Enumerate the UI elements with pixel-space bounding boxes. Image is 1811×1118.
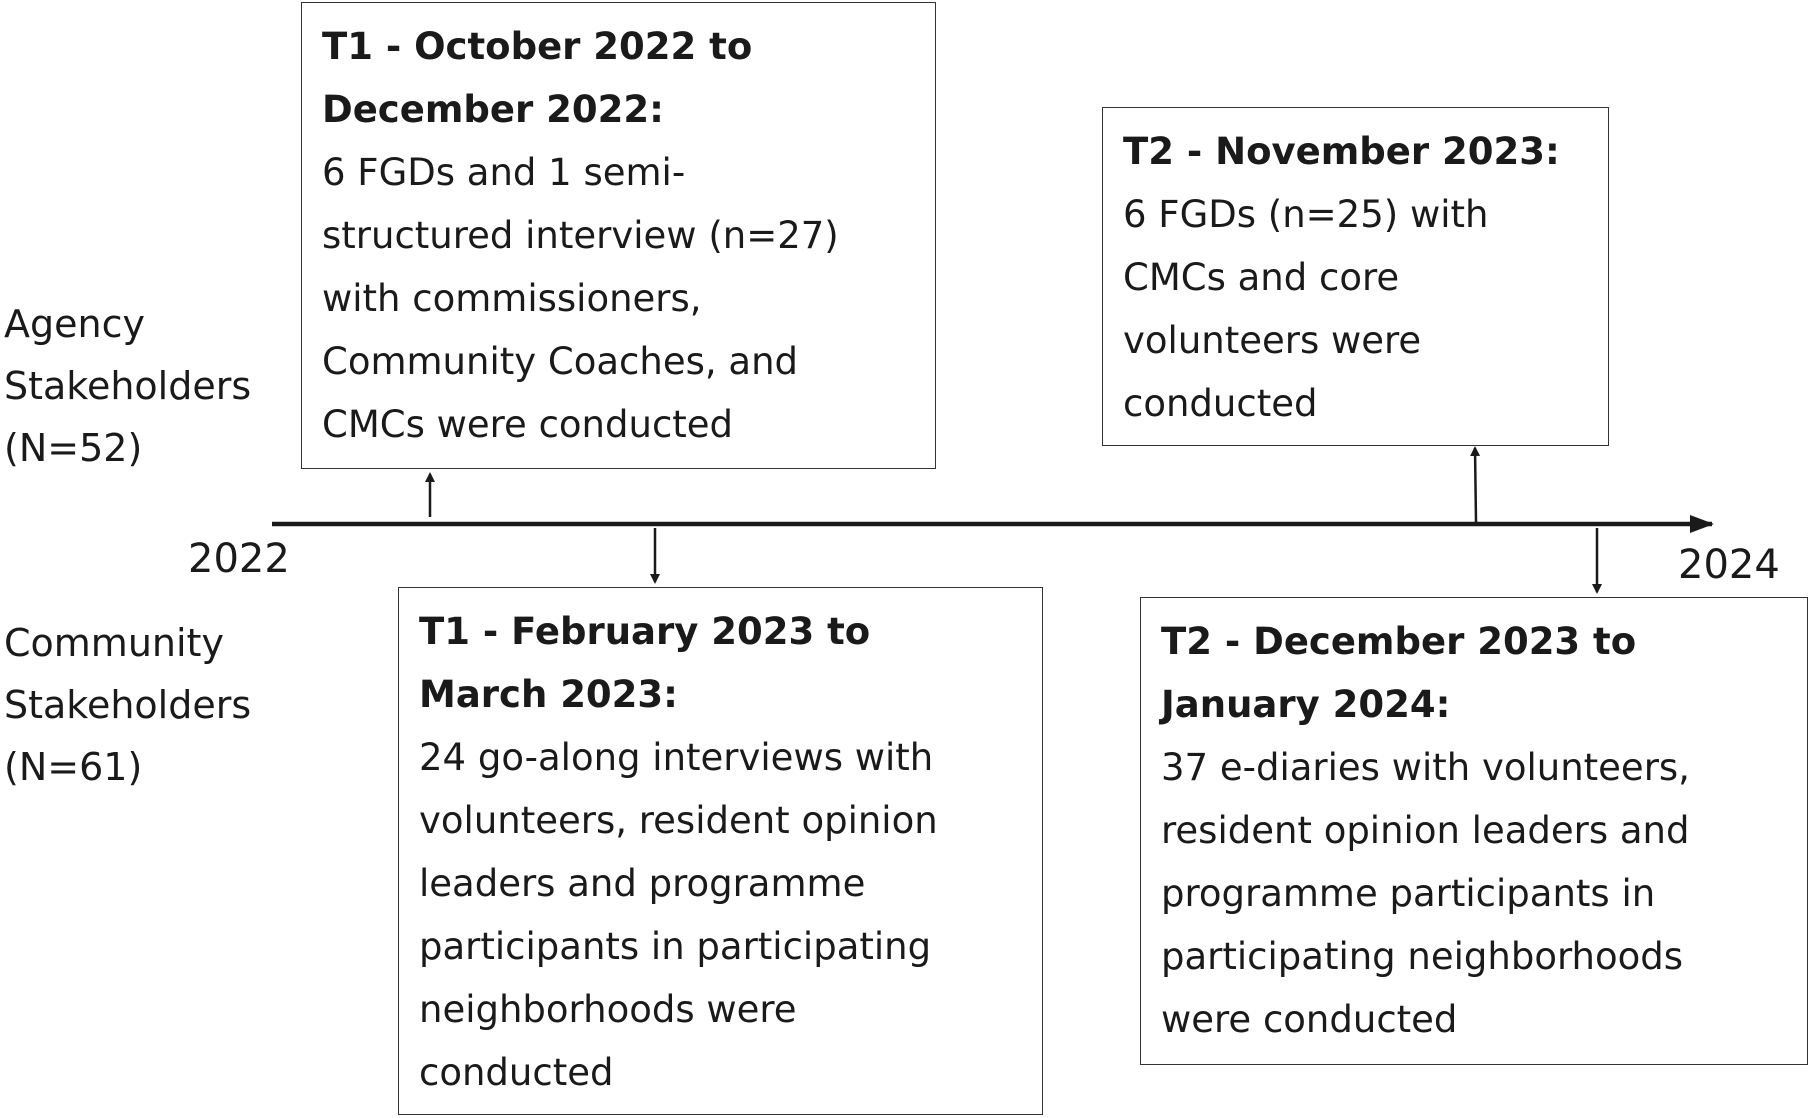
phase-description: neighborhoods were [419,988,797,1031]
phase-description: CMCs were conducted [322,403,734,446]
phase-title: T1 - February 2023 to [419,610,871,653]
phase-description: programme participants in [1161,872,1656,915]
arrow-to-t2-nov [1475,448,1476,522]
phase-title: T2 - November 2023: [1123,130,1560,173]
phase-title: March 2023: [419,673,678,716]
phase-description: were conducted [1161,998,1458,1041]
phase-title: January 2024: [1161,683,1451,726]
end-year-label: 2024 [1678,542,1780,588]
phase-description: participants in participating [419,925,932,968]
phase-description: resident opinion leaders and [1161,809,1690,852]
phase-description: with commissioners, [322,277,702,320]
phase-box-t2-community [1140,597,1808,1065]
phase-description: conducted [1123,382,1318,425]
phase-box-t1-agency [301,2,936,469]
phase-description: leaders and programme [419,862,866,905]
phase-description: 37 e-diaries with volunteers, [1161,746,1690,789]
start-year-label: 2022 [188,536,290,582]
phase-description: 6 FGDs and 1 semi- [322,151,686,194]
phase-description: 24 go-along interviews with [419,736,934,779]
phase-description: volunteers, resident opinion [419,799,938,842]
phase-description: CMCs and core [1123,256,1400,299]
phase-description: structured interview (n=27) [322,214,839,257]
phase-title: T2 - December 2023 to [1161,620,1637,663]
phase-description: participating neighborhoods [1161,935,1684,978]
phase-description: Community Coaches, and [322,340,799,383]
phase-box-t1-community [398,587,1043,1115]
agency-group-label: Agency Stakeholders (N=52) [4,302,252,470]
phase-title: December 2022: [322,88,664,131]
phase-box-t2-agency [1102,107,1609,446]
phase-description: volunteers were [1123,319,1422,362]
community-group-label: Community Stakeholders (N=61) [4,621,252,789]
phase-title: T1 - October 2022 to [322,25,753,68]
phase-description: conducted [419,1051,614,1094]
phase-description: 6 FGDs (n=25) with [1123,193,1489,236]
